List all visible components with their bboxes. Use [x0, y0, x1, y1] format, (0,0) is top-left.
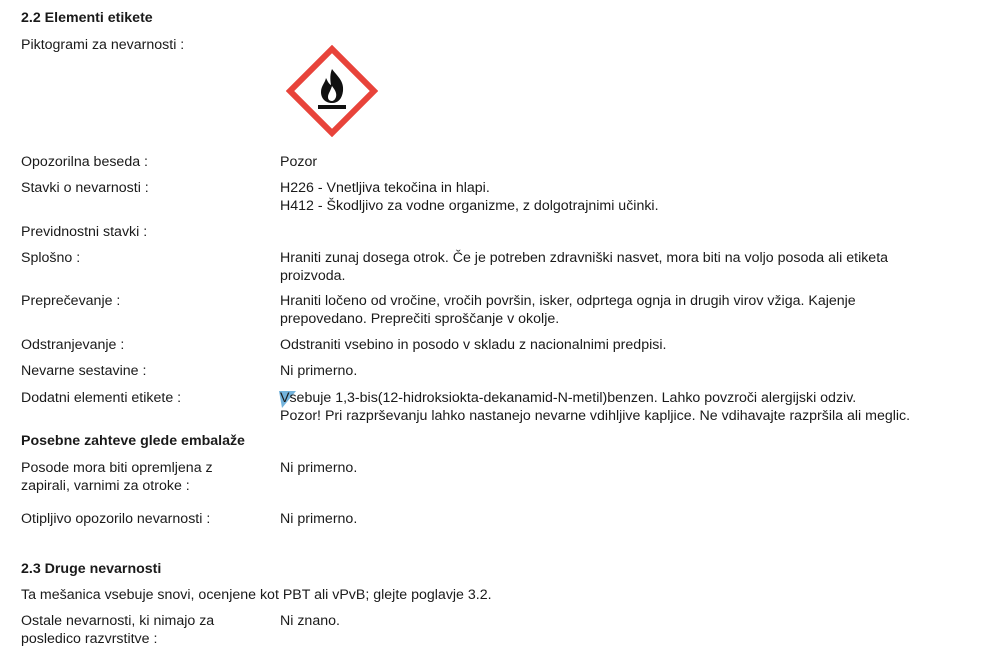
additional-label: Dodatni elementi etikete : [21, 390, 182, 406]
hazardous-components-label: Nevarne sestavine : [21, 363, 147, 379]
hazardous-components-value: Ni primerno. [280, 363, 358, 379]
other-hazards-value: Ni znano. [280, 613, 340, 629]
prevention-label: Preprečevanje : [21, 293, 121, 309]
precautionary-label: Previdnostni stavki : [21, 224, 148, 240]
general-label: Splošno : [21, 250, 81, 266]
flame-ghs02-icon [286, 45, 378, 137]
child-resistant-value: Ni primerno. [280, 460, 358, 476]
additional-value-line-1: Vsebuje 1,3-bis(12-hidroksiokta-dekanamid-N-metil)benzen. Lahko povzroči alergijski odziv. [280, 390, 857, 406]
other-hazards-label-line-2: posledico razvrstitve : [21, 631, 158, 647]
general-value-line-2: proizvoda. [280, 268, 346, 284]
child-resistant-label-line-1: Posode mora biti opremljena z [21, 460, 213, 476]
additional-value-line-2: Pozor! Pri razprševanju lahko nastanejo nevarne vdihljive kapljice. Ne vdihavajte razpršila ali meglic. [280, 408, 911, 424]
child-resistant-label-line-2: zapirali, varnimi za otroke : [21, 478, 190, 494]
tactile-warning-value: Ni primerno. [280, 511, 358, 527]
hazard-statement-h226: H226 - Vnetljiva tekočina in hlapi. [280, 180, 490, 196]
prevention-value-line-1: Hraniti ločeno od vročine, vročih površin, isker, odprtega ognja in drugih virov vžiga. Kajenje [280, 293, 856, 309]
pictograms-label: Piktogrami za nevarnosti : [21, 37, 185, 53]
disposal-label: Odstranjevanje : [21, 337, 125, 353]
general-value-line-1: Hraniti zunaj dosega otrok. Če je potreben zdravniški nasvet, mora biti na voljo posoda ali etiketa [280, 250, 889, 266]
prevention-value-line-2: prepovedano. Preprečiti sproščanje v okolje. [280, 311, 560, 327]
hazard-statement-h412: H412 - Škodljivo za vodne organizme, z dolgotrajnimi učinki. [280, 198, 659, 214]
other-hazards-label-line-1: Ostale nevarnosti, ki nimajo za [21, 613, 215, 629]
section-2-3-title: 2.3 Druge nevarnosti [21, 561, 162, 577]
tactile-warning-label: Otipljivo opozorilo nevarnosti : [21, 511, 211, 527]
packaging-title: Posebne zahteve glede embalaže [21, 433, 245, 449]
signal-word-value: Pozor [280, 154, 318, 170]
hazard-statements-label: Stavki o nevarnosti : [21, 180, 149, 196]
signal-word-label: Opozorilna beseda : [21, 154, 148, 170]
disposal-value: Odstraniti vsebino in posodo v skladu z nacionalnimi predpisi. [280, 337, 667, 353]
pbt-statement: Ta mešanica vsebuje snovi, ocenjene kot PBT ali vPvB; glejte poglavje 3.2. [21, 587, 492, 603]
section-2-2-title: 2.2 Elementi etikete [21, 10, 153, 26]
